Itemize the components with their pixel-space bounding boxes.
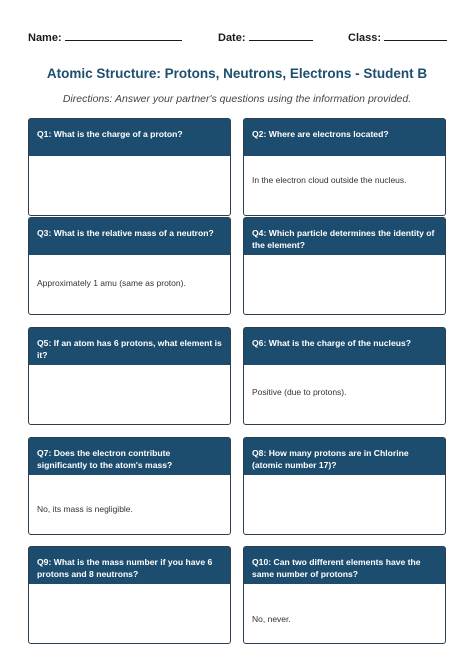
class-label: Class:	[348, 32, 382, 44]
class-field[interactable]	[348, 30, 447, 44]
answer-text: No, its mass is negligible.	[37, 504, 133, 514]
question-card-q7	[28, 437, 231, 535]
question-text: Q10: Can two different elements have the same number of protons?	[244, 547, 445, 584]
answer-text: In the electron cloud outside the nucleus.	[252, 175, 407, 185]
question-text: Q7: Does the electron contribute significantly to the atom's mass?	[29, 438, 230, 475]
name-field[interactable]	[28, 30, 182, 44]
question-card-q4	[243, 217, 446, 315]
question-card-q1	[28, 118, 231, 216]
date-label: Date:	[218, 32, 246, 44]
question-card-q8	[243, 437, 446, 535]
worksheet-directions: Directions: Answer your partner's questions using the information provided.	[62, 93, 412, 105]
question-text: Q5: If an atom has 6 protons, what element is it?	[29, 328, 230, 365]
question-text: Q4: Which particle determines the identity of the element?	[244, 218, 445, 255]
name-blank[interactable]	[65, 30, 182, 41]
student-info-header	[28, 30, 446, 48]
question-text: Q3: What is the relative mass of a neutron?	[29, 218, 230, 255]
question-card-q2	[243, 118, 446, 216]
question-text: Q8: How many protons are in Chlorine (atomic number 17)?	[244, 438, 445, 475]
worksheet-title: Atomic Structure: Protons, Neutrons, Electrons - Student B	[46, 66, 428, 81]
question-text: Q1: What is the charge of a proton?	[29, 119, 230, 156]
question-text: Q6: What is the charge of the nucleus?	[244, 328, 445, 365]
answer-text: No, never.	[252, 614, 291, 624]
question-card-q6	[243, 327, 446, 425]
question-card-q3	[28, 217, 231, 315]
answer-text: Approximately 1 amu (same as proton).	[37, 278, 186, 288]
date-field[interactable]	[218, 30, 313, 44]
answer-text: Positive (due to protons).	[252, 387, 347, 397]
question-card-q5	[28, 327, 231, 425]
question-card-q9	[28, 546, 231, 644]
name-label: Name:	[28, 32, 62, 44]
question-card-q10	[243, 546, 446, 644]
date-blank[interactable]	[249, 30, 313, 41]
class-blank[interactable]	[384, 30, 447, 41]
question-text: Q9: What is the mass number if you have 6 protons and 8 neutrons?	[29, 547, 230, 584]
question-text: Q2: Where are electrons located?	[244, 119, 445, 156]
